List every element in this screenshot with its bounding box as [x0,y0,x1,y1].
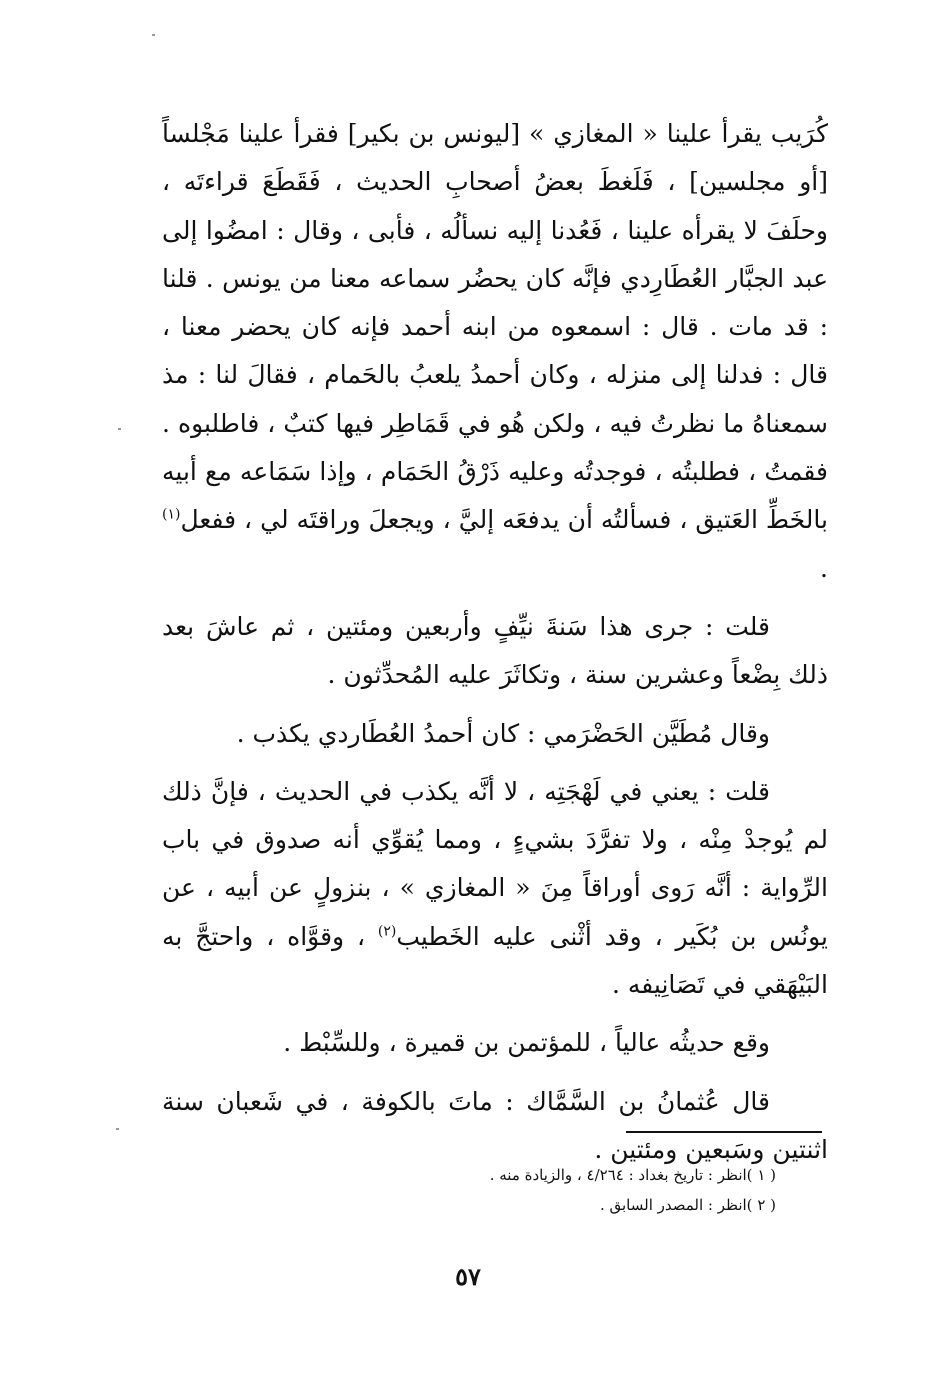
paragraph-4-text: قلت : يعني في لَهْجَتِه ، لا أنَّه يكذب في الحديث ، فإنَّ ذلك لم يُوجدْ مِنْه ، ولا تفرَّدَ بشيءٍ ، ومما يُقوِّي أنه صدوق في باب الرِّواية : أنَّه رَوى أوراقاً مِنَ « المغازي » ، بنزولٍ عن أبيه ، عن يونُس بن بُكَير ، وقد أثْنى عليه الخَطيب [162,776,828,951]
footnote-ref-2: (٢) [377,923,397,940]
scan-speck [116,1128,119,1130]
footnote-2: ( ٢ )انظر : المصدر السابق . [599,1196,776,1214]
footnote-separator [626,1131,822,1133]
paragraph-4 [162,768,828,1009]
paragraph-1 [162,110,828,593]
paragraph-3: وقال مُطَيَّن الحَضْرَمي : كان أحمدُ العُطَاردي يكذب . [236,718,770,748]
paragraph-5: وقع حديثُه عالياً ، للمؤتمن بن قميرة ، وللسِّبْط . [283,1028,770,1058]
paragraph-1-text: كُرَيب يقرأ علينا « المغازي » [ليونس بن بكير] فقرأ علينا مَجْلساً [أو مجلسين] ، فَلَغطَ بعضُ أصحابِ الحديث ، فَقَطَعَ قراءتَه ، وحلَفَ لا يقرأه علينا ، فَعُدنا إليه نسألُه ، فأبى ، وقال : امضُوا إلى عبد الجبَّار العُطَارِدي فإنَّه كان يحضُر سماعه معنا من يونس . قلنا : قد مات . قال : اسمعوه من ابنه أحمد فإنه كان يحضر معنا ، قال : فدلنا إلى منزله ، وكان أحمدُ يلعبُ بالحَمام ، فقالَ لنا : مذ سمعناهُ ما نظرتُ فيه ، ولكن هُو في قَمَاطِر فيها كتبٌ ، فاطلبوه . فقمتُ ، فطلبتُه ، فوجدتُه وعليه ذَرْقُ الحَمَام ، وإذا سَمَاعه مع أبيه بالخَطِّ العَتيق ، فسألتُه أن يدفعَه إليَّ ، ويجعلَ وراقتَه لي ، ففعل [162,119,828,535]
paragraph-6: قال عُثمانُ بن السَّمَّاك : ماتَ بالكوفة ، في شَعبان سنة اثنتين وسَبعين ومئتين . [162,1086,828,1164]
paragraph-1-tail: . [820,553,828,583]
scan-speck [118,428,121,430]
page-number: ٥٧ [455,1262,481,1291]
footnotes [162,1160,776,1220]
main-text [162,110,828,1174]
paragraph-2: قلت : جرى هذا سَنةَ نيِّفٍ وأربعين ومئتين ، ثم عاشَ بعد ذلك بِضْعاً وعشرين سنة ، وتكاثَرَ عليه المُحدِّثون . [162,611,828,690]
footnote-ref-1: (١) [162,507,181,524]
scan-speck [152,34,155,36]
paragraph-4-tail: ، وقوَّاه ، واحتجَّ به البَيْهَقي في تَصَانِيفه . [162,921,828,1000]
footnote-1: ( ١ )انظر : تاريخ بغداد : ٤/٢٦٤ ، والزيادة منه . [489,1166,776,1184]
